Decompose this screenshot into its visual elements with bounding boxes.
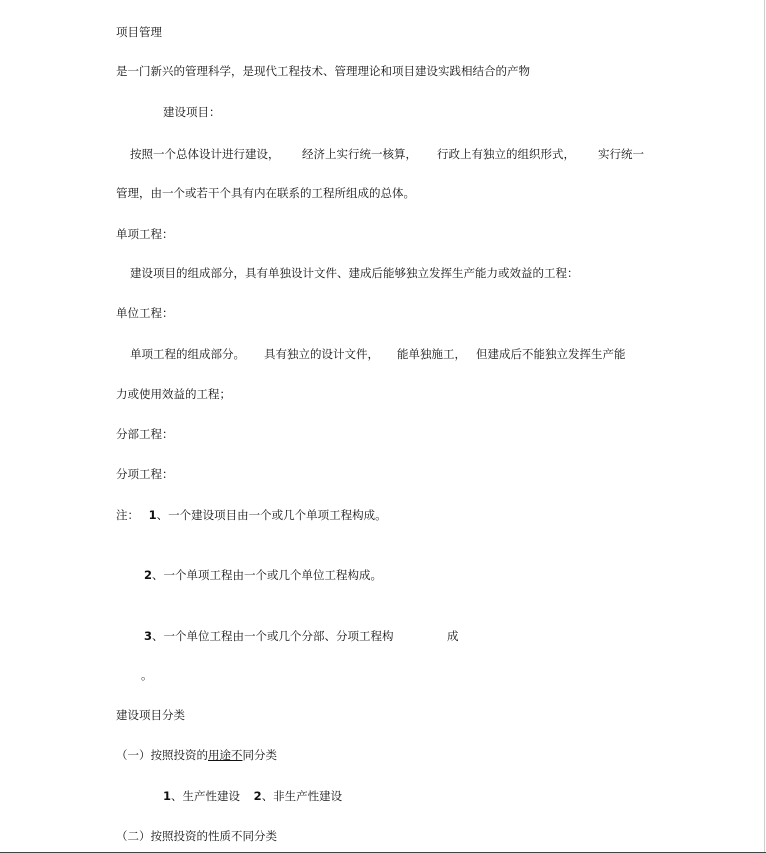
doc-title: 项目管理 [116, 25, 162, 39]
by-use-prefix: （一）按照投资的 [116, 748, 208, 762]
note-2 [144, 567, 382, 583]
by-use-item-2-text: 、非生产性建设 [261, 789, 343, 803]
by-use-item-2-number: 2 [253, 789, 262, 803]
unit-project-desc-part-4: 但建成后不能独立发挥生产能 [476, 347, 626, 361]
definition-text: 是一门新兴的管理科学，是现代工程技术、管理理论和项目建设实践相结合的产物 [116, 64, 530, 78]
construction-project-desc-part-4: 实行统一 [598, 147, 644, 161]
by-use-items [163, 788, 342, 804]
classification-heading: 建设项目分类 [116, 708, 185, 722]
note-3-end: 。 [141, 668, 153, 682]
note-1-number: 1 [148, 508, 157, 522]
note-1-text: 、一个建设项目由一个或几个单项工程构成。 [156, 508, 387, 522]
by-use-suffix: 同分类 [242, 748, 277, 762]
classification-by-use [116, 747, 277, 763]
single-project-heading: 单项工程： [116, 227, 174, 241]
construction-project-desc-part-1: 按照一个总体设计进行建设， [130, 147, 280, 161]
single-project-desc: 建设项目的组成部分，具有单独设计文件、建成后能够独立发挥生产能力或效益的工程： [130, 266, 579, 280]
by-use-item-1-number: 1 [163, 789, 172, 803]
note-label: 注： [116, 508, 139, 522]
construction-project-desc-line-2: 管理，由一个或若干个具有内在联系的工程所组成的总体。 [116, 186, 415, 200]
construction-project-heading: 建设项目： [163, 105, 221, 119]
unit-project-desc-part-1: 单项工程的组成部分。 [130, 347, 245, 361]
page-edge-right [764, 0, 765, 853]
unit-project-desc-line-2: 力或使用效益的工程； [116, 387, 231, 401]
note-3-tail: 成 [447, 629, 459, 643]
construction-project-desc-part-2: 经济上实行统一核算， [302, 147, 417, 161]
note-3-text: 、一个单位工程由一个或几个分部、分项工程构 [152, 629, 394, 643]
note-2-text: 、一个单项工程由一个或几个单位工程构成。 [152, 568, 383, 582]
construction-project-desc-part-3: 行政上有独立的组织形式， [437, 147, 575, 161]
classification-by-nature: （二）按照投资的性质不同分类 [116, 829, 277, 843]
note-3-number: 3 [144, 629, 153, 643]
note-1 [116, 507, 387, 523]
unit-project-desc-part-2: 具有独立的设计文件， [264, 347, 379, 361]
unit-project-desc-part-3: 能单独施工， [397, 347, 466, 361]
by-use-item-1-text: 、生产性建设 [171, 789, 241, 803]
note-2-number: 2 [144, 568, 153, 582]
unit-project-heading: 单位工程： [116, 306, 174, 320]
note-3 [144, 628, 394, 644]
by-use-underlined: 用途不 [208, 748, 243, 762]
divisional-project-heading: 分部工程： [116, 427, 174, 441]
subitem-project-heading: 分项工程： [116, 467, 174, 481]
